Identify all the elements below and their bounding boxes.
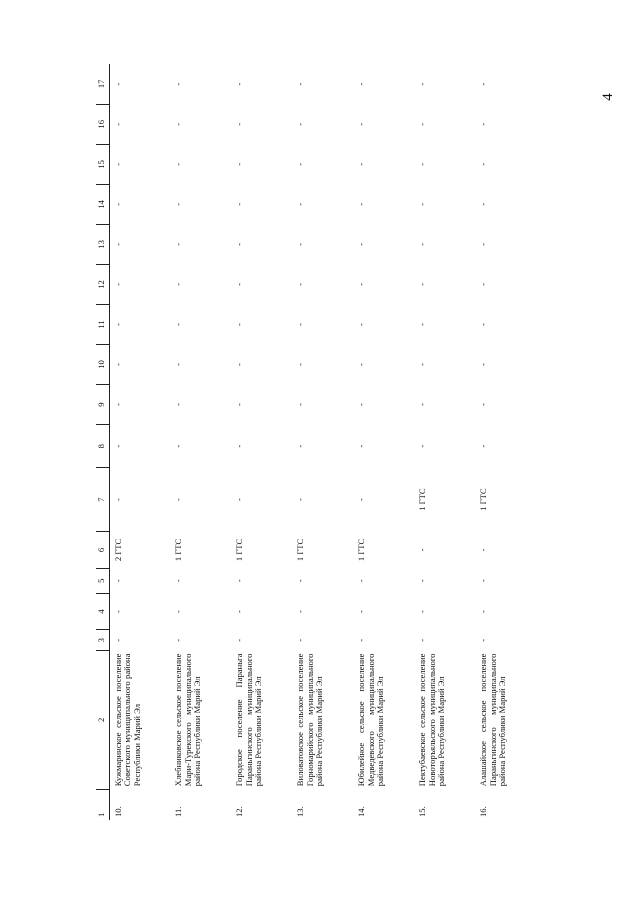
table-cell: - — [356, 363, 366, 366]
table-cell: - — [112, 498, 123, 502]
row-number: 16. — [478, 806, 488, 817]
table-cell: - — [356, 638, 366, 642]
table-cell: - — [112, 122, 123, 126]
table-cell: - — [234, 498, 244, 502]
table-row — [170, 64, 231, 820]
table-cell: - — [295, 363, 305, 366]
table-cell: - — [173, 283, 183, 286]
table-cell: - — [234, 82, 244, 86]
table-cell: 1 ГТС — [356, 538, 366, 562]
column-header: 17 — [96, 64, 109, 104]
table-cell: - — [234, 610, 244, 613]
table-cell: - — [417, 82, 427, 86]
settlement-name: Алашайское сельское поселение Параньгинского муниципального района Республики Марий Эл — [478, 653, 508, 787]
table-cell: - — [478, 444, 488, 448]
table-cell: - — [417, 363, 427, 366]
table-row — [231, 64, 292, 820]
table-cell: - — [295, 638, 305, 642]
column-header: 15 — [96, 144, 109, 184]
column-header: 10 — [96, 345, 109, 385]
table-cell: - — [173, 363, 183, 366]
column-header: 6 — [96, 531, 109, 568]
table-cell: - — [356, 579, 366, 583]
table-cell: - — [173, 579, 183, 583]
table-header-row — [96, 64, 109, 820]
table-cell: - — [173, 403, 183, 407]
column-header: 13 — [96, 224, 109, 264]
table-cell: - — [234, 638, 244, 642]
table-row — [414, 64, 475, 820]
table-row — [353, 64, 414, 820]
table-cell: 1 ГТС — [417, 488, 427, 511]
table-cell: - — [356, 122, 366, 126]
table-cell: - — [173, 498, 183, 502]
table-cell: - — [478, 579, 488, 583]
table-cell: - — [356, 242, 366, 246]
table-cell: - — [356, 202, 366, 206]
table-cell: - — [478, 122, 488, 126]
table-cell: - — [356, 610, 366, 613]
settlement-name: Юбилейное сельское поселение Медведевского муниципального района Республики Марий Эл — [356, 653, 386, 787]
table-cell: - — [295, 82, 305, 86]
column-header: 8 — [96, 425, 109, 468]
table-cell: - — [478, 610, 488, 613]
table-cell: - — [417, 638, 427, 642]
rotated-table-container — [96, 64, 535, 820]
table-cell: - — [356, 323, 366, 326]
table-cell: - — [356, 403, 366, 407]
table-cell: - — [112, 610, 123, 613]
table-cell: - — [417, 548, 427, 552]
table-cell: - — [478, 283, 488, 286]
table-cell: - — [417, 403, 427, 407]
row-number: 14. — [356, 806, 366, 817]
column-header: 11 — [96, 304, 109, 344]
table-cell: - — [478, 323, 488, 326]
table-cell: - — [234, 283, 244, 286]
column-header: 9 — [96, 385, 109, 425]
table-cell: - — [417, 579, 427, 583]
table-cell: - — [417, 323, 427, 326]
column-header: 1 — [96, 789, 109, 820]
table-row — [109, 64, 170, 820]
table-cell: - — [478, 638, 488, 642]
table-cell: - — [234, 162, 244, 166]
table-cell: 1 ГТС — [173, 538, 183, 562]
column-header: 3 — [96, 630, 109, 651]
table-cell: - — [112, 403, 123, 407]
column-header: 4 — [96, 593, 109, 630]
table-cell: - — [173, 610, 183, 613]
table-cell: - — [356, 444, 366, 448]
table-cell: - — [417, 122, 427, 126]
table-cell: - — [417, 162, 427, 166]
table-cell: - — [112, 323, 123, 326]
table-cell: - — [112, 579, 123, 583]
table-cell: - — [356, 498, 366, 502]
table-cell: - — [417, 444, 427, 448]
table-cell: - — [234, 403, 244, 407]
row-number: 11. — [173, 806, 183, 817]
table-cell: - — [112, 283, 123, 286]
table-cell: - — [356, 283, 366, 286]
table-cell: - — [478, 162, 488, 166]
table-cell: - — [478, 548, 488, 552]
table-row — [475, 64, 536, 820]
column-header: 14 — [96, 184, 109, 224]
column-header: 7 — [96, 468, 109, 532]
table-cell: - — [234, 202, 244, 206]
table-cell: - — [112, 242, 123, 246]
table-cell: - — [234, 363, 244, 366]
row-number: 10. — [112, 806, 123, 817]
table-cell: - — [417, 202, 427, 206]
settlement-name: Пектубаевское сельское поселение Новоторъяльского муниципального района Республики Марий Эл — [417, 653, 447, 787]
table-cell: - — [295, 444, 305, 448]
settlement-name: Городское поселение Параньга Параньгинского муниципального района Республики Марий Эл — [234, 653, 264, 787]
table-cell: - — [356, 82, 366, 86]
table-cell: - — [478, 202, 488, 206]
table-cell: 1 ГТС — [295, 538, 305, 562]
column-header: 2 — [96, 651, 109, 790]
row-number: 15. — [417, 806, 427, 817]
table-cell: - — [173, 323, 183, 326]
table-cell: - — [478, 403, 488, 407]
table-cell: - — [234, 122, 244, 126]
table-cell: - — [295, 202, 305, 206]
table-cell: - — [234, 242, 244, 246]
table-cell: - — [295, 323, 305, 326]
column-header: 12 — [96, 264, 109, 304]
table-cell: - — [173, 444, 183, 448]
table-cell: - — [295, 498, 305, 502]
table-cell: - — [173, 162, 183, 166]
table-cell: - — [112, 202, 123, 206]
settlement-name: Хлебниковское сельское поселение Мари-Турекского муниципального района Республики Марий Эл — [173, 653, 203, 787]
table-cell: - — [173, 122, 183, 126]
settlement-name: Кужмаринское сельское поселение Советского муниципального района Республики Марий Эл — [112, 653, 142, 787]
table-cell: - — [112, 162, 123, 166]
table-cell: - — [234, 444, 244, 448]
settlement-name: Виловатовское сельское поселение Горномарийского муниципального района Республики Марий Эл — [295, 653, 325, 787]
table-row — [292, 64, 353, 820]
table-cell: - — [478, 82, 488, 86]
table-cell: - — [295, 403, 305, 407]
table-cell: - — [417, 283, 427, 286]
table-cell: - — [295, 122, 305, 126]
table-cell: - — [112, 82, 123, 86]
table-cell: - — [112, 444, 123, 448]
table-cell: - — [295, 283, 305, 286]
table-cell: - — [112, 363, 123, 366]
table-cell: - — [356, 162, 366, 166]
table-cell: - — [478, 242, 488, 246]
table-cell: 1 ГТС — [478, 488, 488, 511]
table-cell: - — [173, 202, 183, 206]
table-cell: - — [173, 638, 183, 642]
table-cell: - — [295, 162, 305, 166]
table-cell: - — [173, 242, 183, 246]
table-cell: - — [417, 242, 427, 246]
table-cell: - — [173, 82, 183, 86]
table-cell: - — [112, 638, 123, 642]
row-number: 12. — [234, 806, 244, 817]
row-number: 13. — [295, 806, 305, 817]
table-cell: - — [295, 579, 305, 583]
table-cell: - — [295, 242, 305, 246]
table-cell: 2 ГТС — [112, 538, 123, 562]
table-cell: - — [478, 363, 488, 366]
column-header: 16 — [96, 104, 109, 144]
column-header: 5 — [96, 568, 109, 593]
page-number: 4 — [600, 93, 616, 101]
table-cell: - — [295, 610, 305, 613]
data-table — [96, 64, 536, 820]
table-cell: - — [234, 579, 244, 583]
table-cell: 1 ГТС — [234, 538, 244, 562]
table-cell: - — [234, 323, 244, 326]
table-cell: - — [417, 610, 427, 613]
